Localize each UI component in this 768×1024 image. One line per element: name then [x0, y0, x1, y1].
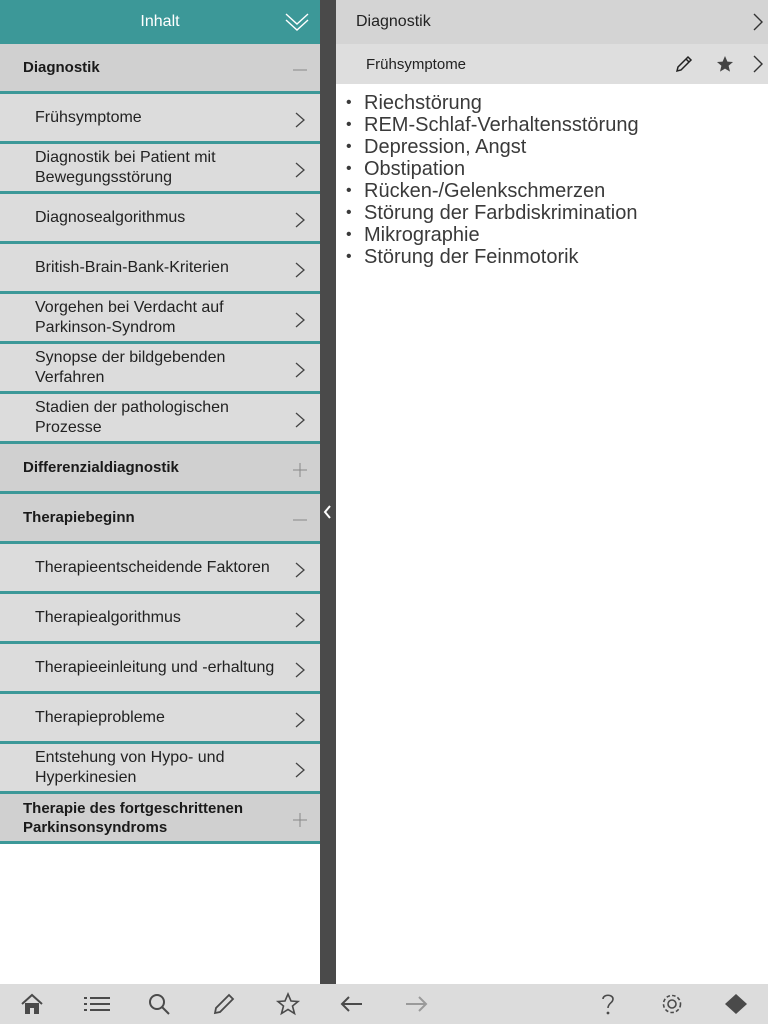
star-icon[interactable]	[715, 54, 735, 74]
collapse-minus-icon[interactable]	[292, 62, 308, 78]
chevron-right-icon[interactable]	[294, 661, 306, 679]
toc-title: Inhalt	[140, 13, 180, 30]
toc-section[interactable]	[0, 794, 320, 844]
content-panel	[336, 0, 768, 984]
content-body	[336, 84, 768, 268]
toc-item[interactable]	[0, 144, 320, 194]
toc-item-label: Vorgehen bei Verdacht auf Parkinson-Syndrom	[35, 298, 224, 336]
chevron-right-icon[interactable]	[752, 12, 764, 32]
chevron-right-icon[interactable]	[294, 561, 306, 579]
pencil-icon[interactable]	[674, 54, 694, 74]
toc-item-label: Therapieentscheidende Faktoren	[35, 558, 270, 576]
chevron-right-icon[interactable]	[294, 311, 306, 329]
toc-item-label: Therapieeinleitung und -erhaltung	[35, 658, 275, 676]
toc-panel	[0, 0, 320, 984]
toc-item[interactable]	[0, 544, 320, 594]
toc-item-label: British-Brain-Bank-Kriterien	[35, 258, 229, 276]
toc-item[interactable]	[0, 94, 320, 144]
toc-item[interactable]	[0, 394, 320, 444]
subtitle-bar	[336, 44, 768, 84]
toc-item[interactable]	[0, 294, 320, 344]
symptom-item: • Störung der Farbdiskrimination	[346, 202, 768, 224]
toc-section-label: Diagnostik	[23, 59, 100, 76]
forward-arrow-icon[interactable]	[403, 992, 429, 1016]
list-icon[interactable]	[83, 992, 111, 1016]
toc-header	[0, 0, 320, 44]
toc-list	[0, 44, 320, 844]
eraser-icon[interactable]	[723, 992, 749, 1016]
toc-item[interactable]	[0, 594, 320, 644]
chevron-right-icon[interactable]	[294, 111, 306, 129]
symptom-item: • REM-Schlaf-Verhaltensstörung	[346, 114, 768, 136]
toc-item-label: Diagnostik bei Patient mit Bewegungsstörung	[35, 148, 216, 186]
toc-section-label: Differenzialdiagnostik	[23, 459, 179, 476]
toc-section-label: Therapie des fortgeschrittenen Parkinsonsyndroms	[23, 799, 244, 836]
chevron-right-icon[interactable]	[294, 611, 306, 629]
split-divider[interactable]	[320, 0, 336, 984]
symptom-item: • Riechstörung	[346, 92, 768, 114]
chevron-right-icon[interactable]	[294, 761, 306, 779]
collapse-minus-icon[interactable]	[292, 512, 308, 528]
chevron-right-icon[interactable]	[294, 261, 306, 279]
chevron-right-icon[interactable]	[294, 161, 306, 179]
chevron-right-icon[interactable]	[294, 411, 306, 429]
pencil-icon[interactable]	[211, 992, 237, 1016]
gear-icon[interactable]	[659, 992, 685, 1016]
breadcrumb-label: Diagnostik	[356, 13, 431, 30]
toc-item[interactable]	[0, 694, 320, 744]
toc-item[interactable]	[0, 244, 320, 294]
toc-item[interactable]	[0, 194, 320, 244]
star-icon[interactable]	[275, 992, 301, 1016]
breadcrumb[interactable]	[336, 0, 768, 44]
toc-item[interactable]	[0, 744, 320, 794]
search-icon[interactable]	[147, 992, 173, 1016]
toc-item-label: Therapiealgorithmus	[35, 608, 181, 626]
symptom-item: • Störung der Feinmotorik	[346, 246, 768, 268]
home-icon[interactable]	[19, 992, 45, 1016]
bottom-toolbar	[0, 984, 768, 1024]
symptom-list	[346, 92, 768, 268]
toc-section[interactable]	[0, 494, 320, 544]
symptom-item: • Mikrographie	[346, 224, 768, 246]
symptom-item: • Obstipation	[346, 158, 768, 180]
toc-section-label: Therapiebeginn	[23, 509, 135, 526]
toc-item[interactable]	[0, 344, 320, 394]
back-arrow-icon[interactable]	[339, 992, 365, 1016]
toc-section[interactable]	[0, 44, 320, 94]
toc-item-label: Diagnosealgorithmus	[35, 208, 186, 226]
toc-item-label: Frühsymptome	[35, 108, 142, 126]
symptom-item: • Depression, Angst	[346, 136, 768, 158]
toc-item[interactable]	[0, 644, 320, 694]
chevron-right-icon[interactable]	[294, 711, 306, 729]
chevron-right-icon[interactable]	[294, 211, 306, 229]
toc-item-label: Stadien der pathologischen Prozesse	[35, 398, 229, 436]
collapse-panel-icon[interactable]	[323, 504, 333, 520]
toc-item-label: Therapieprobleme	[35, 708, 165, 726]
expand-plus-icon[interactable]	[292, 812, 308, 828]
symptom-item: • Rücken-/Gelenkschmerzen	[346, 180, 768, 202]
chevron-right-icon[interactable]	[752, 54, 764, 74]
toc-item-label: Synopse der bildgebenden Verfahren	[35, 348, 226, 386]
help-icon[interactable]	[595, 992, 621, 1016]
page-title: Frühsymptome	[366, 55, 467, 73]
toc-item-label: Entstehung von Hypo- und Hyperkinesien	[35, 748, 225, 786]
collapse-all-icon[interactable]	[284, 10, 310, 34]
toc-section[interactable]	[0, 444, 320, 494]
expand-plus-icon[interactable]	[292, 462, 308, 478]
chevron-right-icon[interactable]	[294, 361, 306, 379]
